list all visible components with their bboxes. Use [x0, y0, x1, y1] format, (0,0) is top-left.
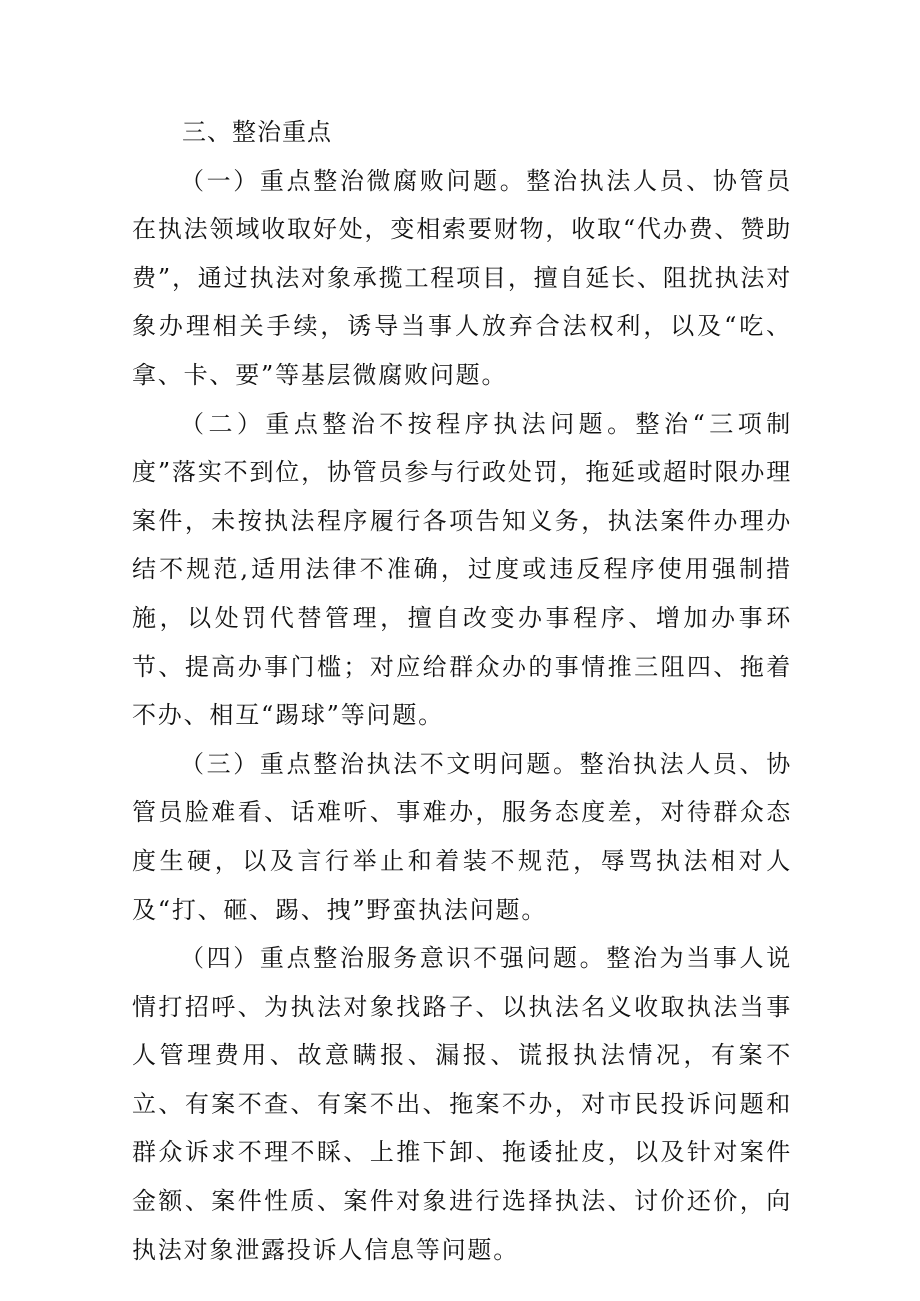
document-body — [132, 108, 792, 1274]
paragraph-3: （三）重点整治执法不文明问题。整治执法人员、协管员脸难看、话难听、事难办，服务态度差，对待群众态度生硬，以及言行举止和着装不规范，辱骂执法相对人及“打、砸、踢、拽”野蛮执法问题。 — [132, 749, 792, 924]
paragraph-4: （四）重点整治服务意识不强问题。整治为当事人说情打招呼、为执法对象找路子、以执法名义收取执法当事人管理费用、故意瞒报、漏报、谎报执法情况，有案不立、有案不查、有案不出、拖案不办，对市民投诉问题和群众诉求不理不睬、上推下卸、拖诿扯皮，以及针对案件金额、案件性质、案件对象进行选择执法、讨价还价，向执法对象泄露投诉人信息等问题。 — [132, 944, 792, 1264]
paragraph-2: （二）重点整治不按程序执法问题。整治“三项制度”落实不到位，协管员参与行政处罚，拖延或超时限办理案件，未按执法程序履行各项告知义务，执法案件办理办结不规范,适用法律不准确，过度或违反程序使用强制措施，以处罚代替管理，擅自改变办事程序、增加办事环节、提高办事门槛；对应给群众办的事情推三阻四、拖着不办、相互“踢球”等问题。 — [132, 409, 792, 730]
section-heading: 三、整治重点 — [182, 118, 332, 146]
paragraph-1: （一）重点整治微腐败问题。整治执法人员、协管员在执法领域收取好处，变相索要财物，收取“代办费、赞助费”，通过执法对象承揽工程项目，擅自延长、阻扰执法对象办理相关手续，诱导当事人放弃合法权利，以及“吃、拿、卡、要”等基层微腐败问题。 — [132, 166, 792, 389]
